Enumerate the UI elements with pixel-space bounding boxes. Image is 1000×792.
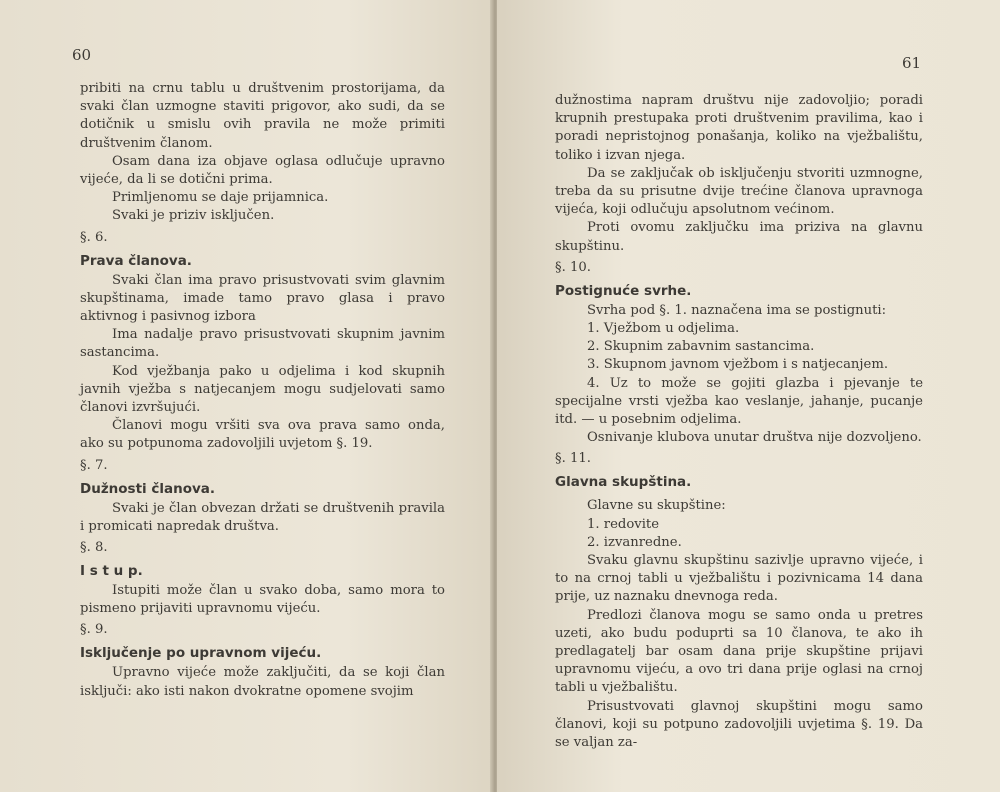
section-title: Postignuće svrhe. xyxy=(555,282,692,299)
paragraph: Predlozi članova mogu se samo onda u pretres uzeti, ako budu poduprti sa 10 članova, te ako ih predlagatelj bar osam dana prije skupštine prijavi upravnomu vijeću, a ovo tri dana prije oglasi na crnoj tabli u vježbalištu. xyxy=(555,607,923,696)
paragraph: Osam dana iza objave oglasa odlučuje upravno vijeće, da li se dotični prima. xyxy=(80,153,445,188)
paragraph: 2. izvanredne. xyxy=(587,534,682,550)
paragraph: Članovi mogu vršiti sva ova prava samo onda, ako su potpunoma zadovoljili uvjetom §. 19. xyxy=(80,418,445,452)
right-page xyxy=(497,0,1000,792)
section-title: Isključenje po upravnom vijeću. xyxy=(80,645,322,662)
paragraph: Ima nadalje pravo prisustvovati skupnim javnim sastancima. xyxy=(80,327,445,361)
paragraph: pribiti na crnu tablu u društvenim prostorijama, da svaki član uzmogne staviti prigovor, ako sudi, da se dotičnik u smislu ovih pravila ne može primiti društvenim članom. xyxy=(80,81,445,151)
paragraph: Da se zaključak ob isključenju stvoriti uzmnogne, treba da su prisutne dvije trećine članova upravnoga vijeća, koji odlučuju apsolutnom većinom. xyxy=(555,165,923,218)
paragraph: Upravno vijeće može zaključiti, da se koji član isključi: ako isti nakon dvokratne opomene svojim xyxy=(80,665,445,699)
paragraph: Proti ovomu zaključku ima priziva na glavnu skupštinu. xyxy=(555,220,923,254)
paragraph: dužnostima napram društvu nije zadovoljio; poradi krupnih prestupaka proti društvenim pravilima, kao i poradi nepristojnog ponašanja, koliko na vježbalištu, toliko i izvan njega. xyxy=(555,93,923,163)
paragraph: Kod vježbanja pako u odjelima i kod skupnih javnih vježba s natjecanjem mogu sudjelovati samo članovi izvršujući. xyxy=(80,363,445,416)
page-text xyxy=(80,80,445,701)
section-title: Prava članova. xyxy=(80,252,192,269)
section-title: I s t u p. xyxy=(80,563,143,580)
section-title: Dužnosti članova. xyxy=(80,480,216,497)
section-number: §. 8. xyxy=(80,540,108,556)
paragraph: Svaku glavnu skupštinu sazivlje upravno vijeće, i to na crnoj tabli u vježbalištu i pozivnicama 14 dana prije, uz naznaku dnevnoga reda. xyxy=(555,553,923,605)
paragraph: Svaki je priziv isključen. xyxy=(112,208,275,224)
section-number: §. 11. xyxy=(555,451,591,467)
paragraph: 1. Vježbom u odjelima. xyxy=(587,321,740,337)
paragraph: Svaki je član obvezan držati se društvenih pravila i promicati napredak društva. xyxy=(80,500,445,534)
page-text xyxy=(555,92,923,752)
paragraph: Istupiti može član u svako doba, samo mora to pismeno prijaviti upravnomu vijeću. xyxy=(80,583,445,617)
paragraph: Svrha pod §. 1. naznačena ima se postignuti: xyxy=(587,302,887,318)
paragraph: Primljenomu se daje prijamnica. xyxy=(112,190,329,206)
paragraph: 1. redovite xyxy=(587,516,660,532)
section-number: §. 10. xyxy=(555,259,591,275)
left-page xyxy=(0,0,493,792)
paragraph: 3. Skupnom javnom vježbom i s natjecanjem. xyxy=(587,357,889,373)
section-number: §. 7. xyxy=(80,457,108,473)
page-number: 61 xyxy=(902,54,922,72)
section-title: Glavna skupština. xyxy=(555,474,692,491)
section-number: §. 6. xyxy=(80,229,108,245)
paragraph: Glavne su skupštine: xyxy=(587,498,726,514)
page-number: 60 xyxy=(72,46,92,64)
paragraph: Osnivanje klubova unutar društva nije dozvoljeno. xyxy=(587,430,922,446)
paragraph: 4. Uz to može se gojiti glazba i pjevanje te specijalne vrsti vježba kao veslanje, jahanje, pucanje itd. — u posebnim odjelima. xyxy=(555,375,923,428)
paragraph: Svaki član ima pravo prisustvovati svim glavnim skupštinama, imade tamo pravo glasa i pravo aktivnog i pasivnog izbora xyxy=(80,272,445,325)
paragraph: 2. Skupnim zabavnim sastancima. xyxy=(587,339,815,355)
section-number: §. 9. xyxy=(80,622,108,638)
paragraph: Prisustvovati glavnoj skupštini mogu samo članovi, koji su potpuno zadovoljili uvjetima §. 19. Da se valjan za- xyxy=(555,698,923,751)
